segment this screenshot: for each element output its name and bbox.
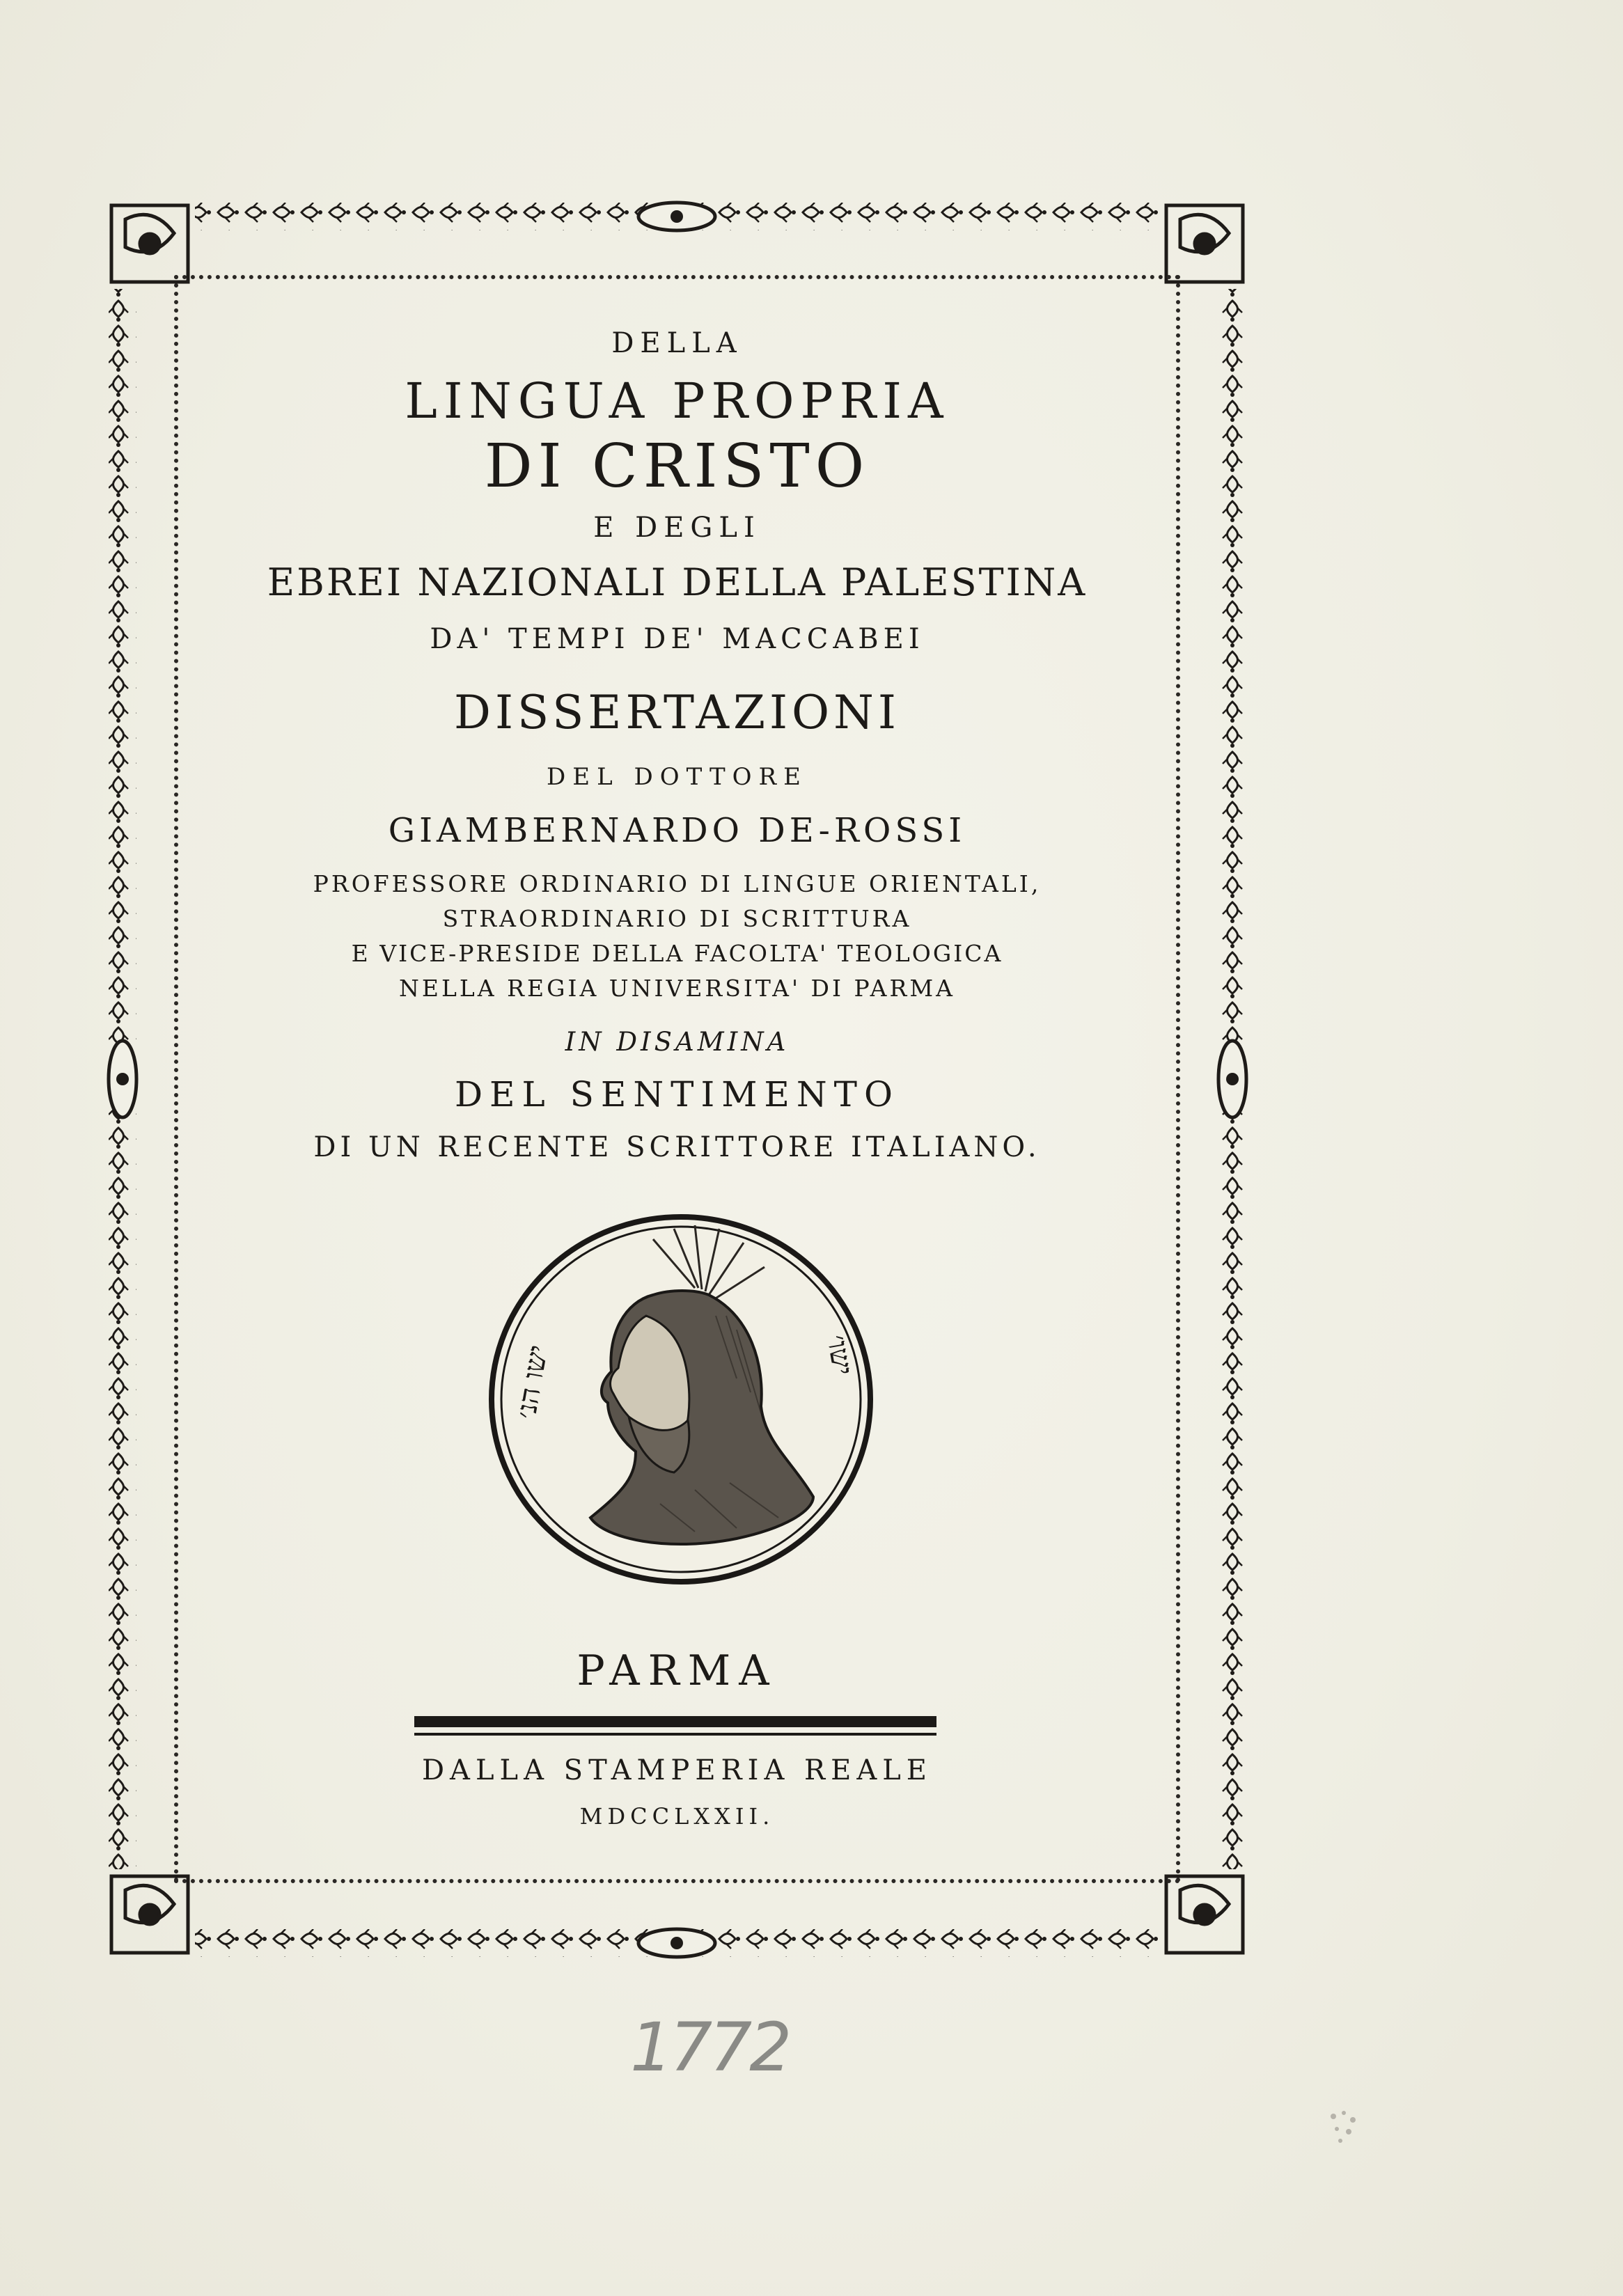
author-credential-1: PROFESSORE ORDINARIO DI LINGUE ORIENTALI,: [313, 870, 1042, 897]
title-line-e-degli: E DEGLI: [593, 512, 761, 544]
pencil-annotation: 1772: [630, 2008, 790, 2086]
title-text-block: [174, 0, 1180, 2296]
author-credential-4: NELLA REGIA UNIVERSITA' DI PARMA: [399, 975, 955, 1002]
imprint-year: MDCCLXXII.: [579, 1803, 775, 1830]
author-credential-3: E VICE-PRESIDE DELLA FACOLTA' TEOLOGICA: [351, 940, 1003, 967]
title-line-dissertazioni: DISSERTAZIONI: [454, 686, 900, 739]
byline-del-dottore: DEL DOTTORE: [547, 763, 808, 791]
subtitle-di-un-recente: DI UN RECENTE SCRITTORE ITALIANO.: [313, 1131, 1041, 1163]
medallion-inscription-left: ישו הנ׳: [510, 1342, 555, 1422]
author-credential-2: STRAORDINARIO DI SCRITTURA: [442, 905, 912, 932]
title-line-di-cristo: DI CRISTO: [484, 432, 870, 501]
christ-portrait-medallion: [486, 1211, 876, 1587]
imprint-rule-thin: [414, 1733, 936, 1736]
subtitle-in-disamina: IN DISAMINA: [565, 1027, 790, 1057]
title-line-da-tempi: DA' TEMPI DE' MACCABEI: [430, 623, 925, 655]
imprint-rule-thick: [414, 1716, 936, 1727]
imprint-printer: DALLA STAMPERIA REALE: [421, 1754, 933, 1786]
title-line-della: DELLA: [611, 327, 743, 359]
author-name: GIAMBERNARDO DE-ROSSI: [388, 811, 966, 850]
imprint-place: PARMA: [577, 1646, 778, 1695]
medallion-inscription-right: ישו׳: [820, 1332, 859, 1378]
faint-stamp-mark: [1319, 2102, 1368, 2151]
title-line-ebrei: EBREI NAZIONALI DELLA PALESTINA: [267, 560, 1088, 604]
subtitle-del-sentimento: DEL SENTIMENTO: [454, 1074, 900, 1115]
title-line-lingua-propria: LINGUA PROPRIA: [405, 372, 950, 430]
